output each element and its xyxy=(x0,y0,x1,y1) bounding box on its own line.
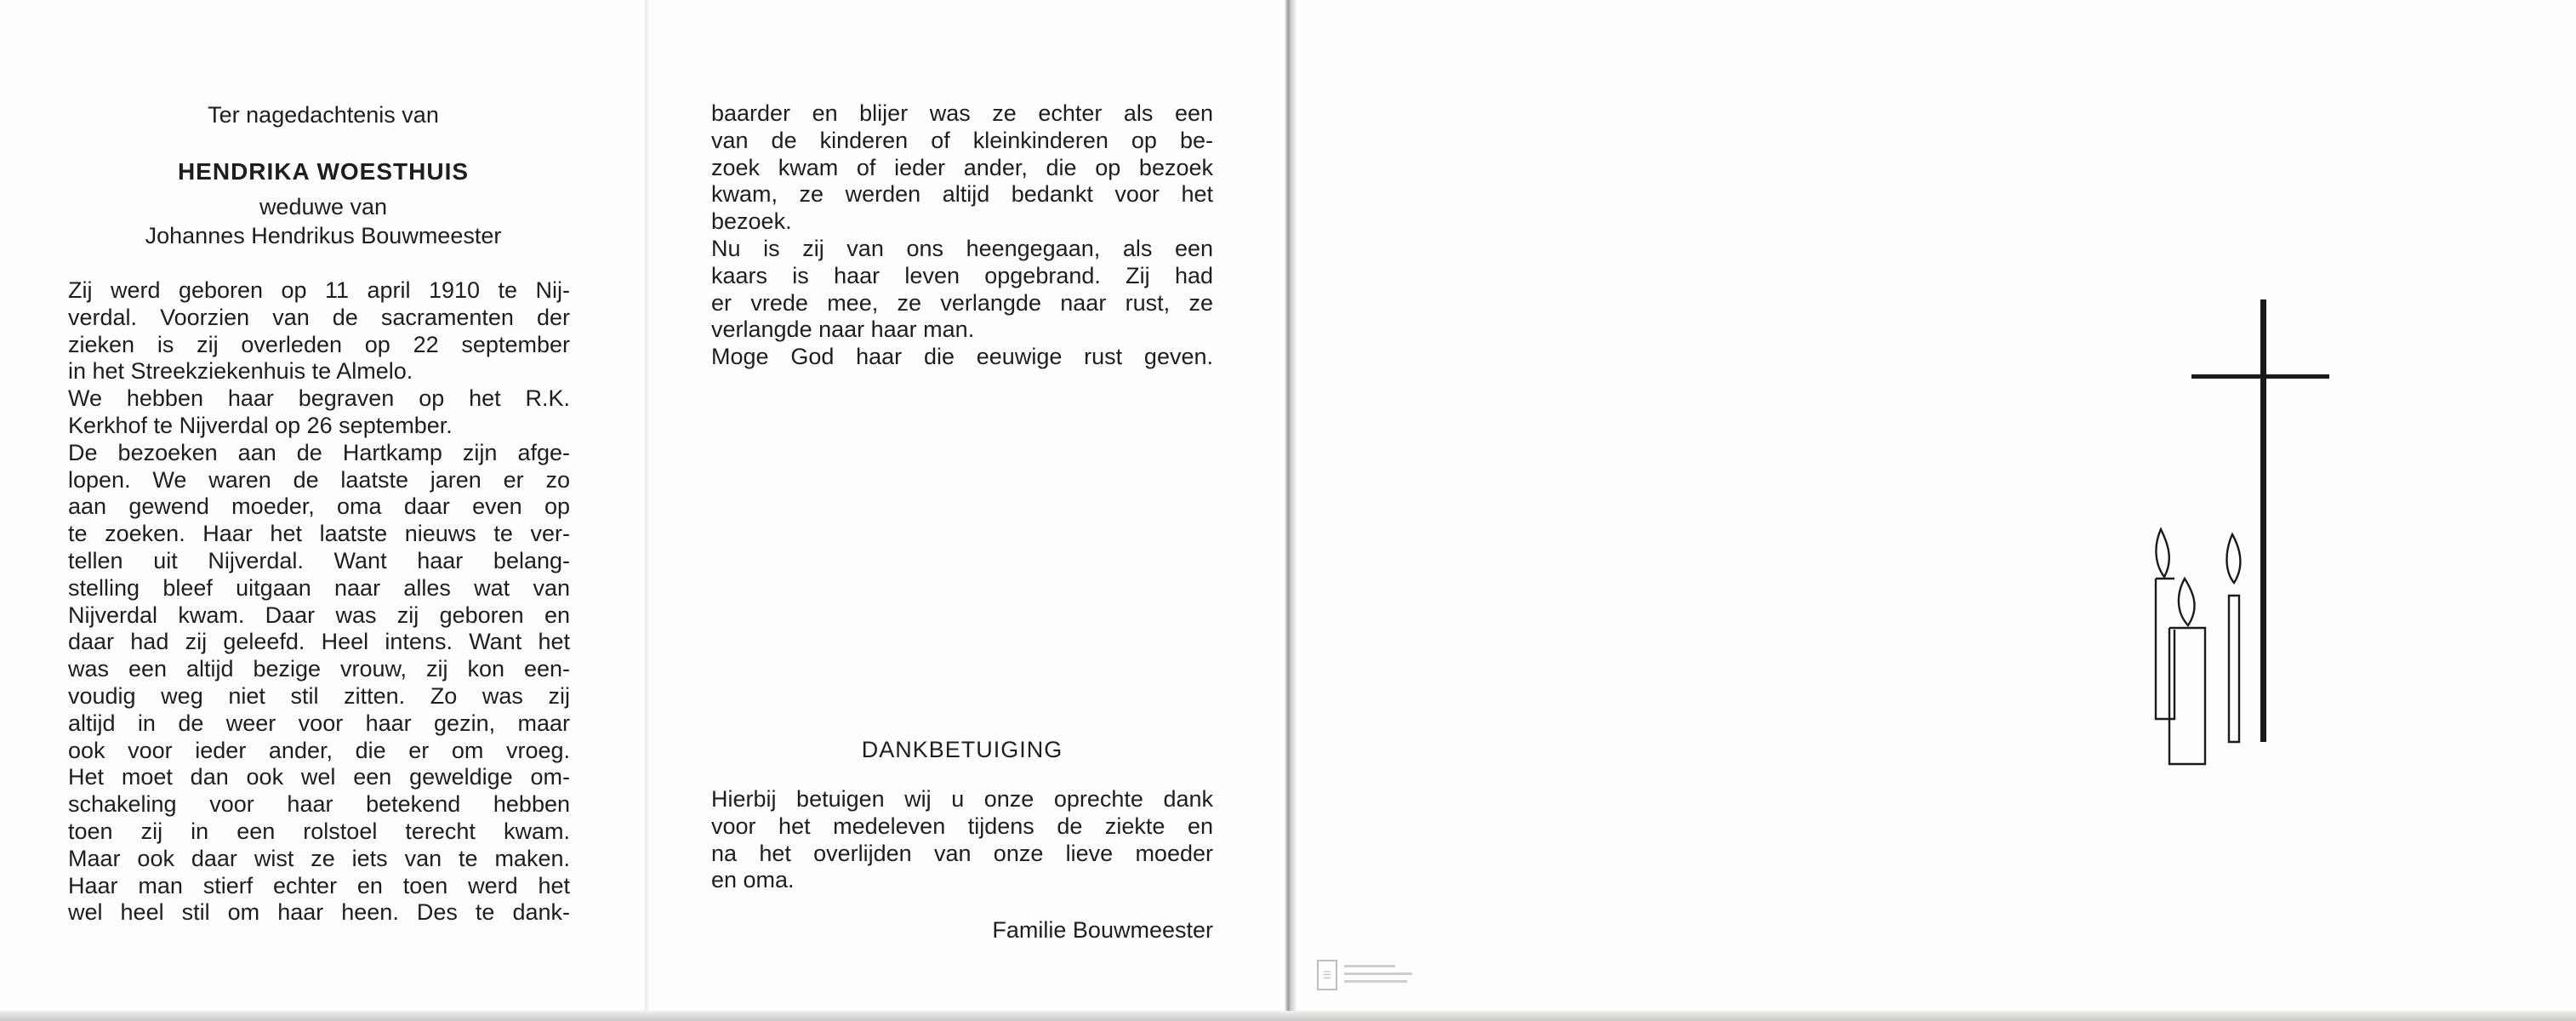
text-line: voudig weg niet stil zitten. Zo was zij xyxy=(68,682,570,709)
text-line: bezoek. xyxy=(711,208,792,235)
widow-of-label: weduwe van xyxy=(259,194,388,220)
text-line: We hebben haar begraven op het R.K. xyxy=(68,385,570,412)
text-line: De bezoeken aan de Hartkamp zijn afge- xyxy=(68,439,570,465)
text-line: van de kinderen of kleinkinderen op be- xyxy=(711,127,1213,153)
biography-text-middle xyxy=(711,100,1213,371)
text-line: was een altijd bezige vrouw, zij kon een- xyxy=(68,656,570,682)
husband-name: Johannes Hendrikus Bouwmeester xyxy=(145,223,502,248)
thanks-heading: DANKBETUIGING xyxy=(861,737,1063,762)
text-line: verlangde naar haar man. xyxy=(711,317,975,343)
text-line: Haar man stierf echter en toen werd het xyxy=(68,872,570,898)
text-line: stelling bleef uitgaan naar alles wat van xyxy=(68,574,570,601)
text-line: na het overlijden van onze lieve moeder xyxy=(711,840,1213,866)
text-line: altijd in de weer voor haar gezin, maar xyxy=(68,710,570,736)
text-line: Maar ook daar wist ze iets van te maken. xyxy=(68,845,570,871)
printer-mark-text xyxy=(1344,960,1412,983)
text-line: tellen uit Nijverdal. Want haar belang- xyxy=(68,547,570,573)
family-signature: Familie Bouwmeester xyxy=(992,917,1213,943)
text-line: Zij werd geboren op 11 april 1910 te Nij- xyxy=(68,277,570,303)
text-line: Nijverdal kwam. Daar was zij geboren en xyxy=(68,602,570,628)
thanks-text xyxy=(711,786,1213,894)
deceased-name: HENDRIKA WOESTHUIS xyxy=(177,158,470,185)
text-line: Kerkhof te Nijverdal op 26 september. xyxy=(68,412,453,438)
text-line: Hierbij betuigen wij u onze oprechte dank xyxy=(711,786,1213,812)
text-line: daar had zij geleefd. Heel intens. Want het xyxy=(68,629,570,655)
text-line: baarder en blijer was ze echter als een xyxy=(711,100,1213,126)
text-line: Moge God haar die eeuwige rust geven. xyxy=(711,344,1213,370)
text-line: voor het medeleven tijdens de ziekte en xyxy=(711,813,1213,839)
text-line: er vrede mee, ze verlangde naar rust, ze xyxy=(711,289,1213,316)
text-line: zoek kwam of ieder ander, die op bezoek xyxy=(711,154,1213,180)
text-line: wel heel stil om haar heen. Des te dank- xyxy=(68,899,570,926)
candle-icon xyxy=(2227,534,2241,742)
text-line: kaars is haar leven opgebrand. Zij had xyxy=(711,262,1213,288)
text-line: verdal. Voorzien van de sacramenten der xyxy=(68,304,570,330)
text-line: Nu is zij van ons heengegaan, als een xyxy=(711,235,1213,261)
memoriam-heading: Ter nagedachtenis van xyxy=(208,102,439,128)
text-line: kwam, ze werden altijd bedankt voor het xyxy=(711,181,1213,208)
text-line: lopen. We waren de laatste jaren er zo xyxy=(68,466,570,493)
card-fold-line xyxy=(1285,0,1297,1021)
printer-mark xyxy=(1317,960,1436,994)
card-cover-panel xyxy=(1293,0,2576,1021)
text-line: schakeling voor haar betekend hebben xyxy=(68,791,570,818)
card-fold-line xyxy=(644,0,649,1021)
candle-icon xyxy=(2156,529,2174,719)
text-line: ook voor ieder ander, die er om vroeg. xyxy=(68,737,570,763)
text-line: aan gewend moeder, oma daar even op xyxy=(68,493,570,520)
text-line: zieken is zij overleden op 22 september xyxy=(68,331,570,357)
text-line: in het Streekziekenhuis te Almelo. xyxy=(68,358,413,385)
text-line: te zoeken. Haar het laatste nieuws te ver- xyxy=(68,521,570,547)
cross-icon xyxy=(2191,299,2329,742)
text-line: en oma. xyxy=(711,867,795,893)
cross-with-candles-icon xyxy=(2144,289,2348,783)
text-line: toen zij in een rolstoel terecht kwam. xyxy=(68,818,570,844)
biography-text-left xyxy=(68,277,570,927)
text-line: Het moet dan ook wel een geweldige om- xyxy=(68,764,570,790)
card-bottom-edge xyxy=(0,1011,2576,1021)
printer-logo-icon: ☰ xyxy=(1317,960,1337,990)
